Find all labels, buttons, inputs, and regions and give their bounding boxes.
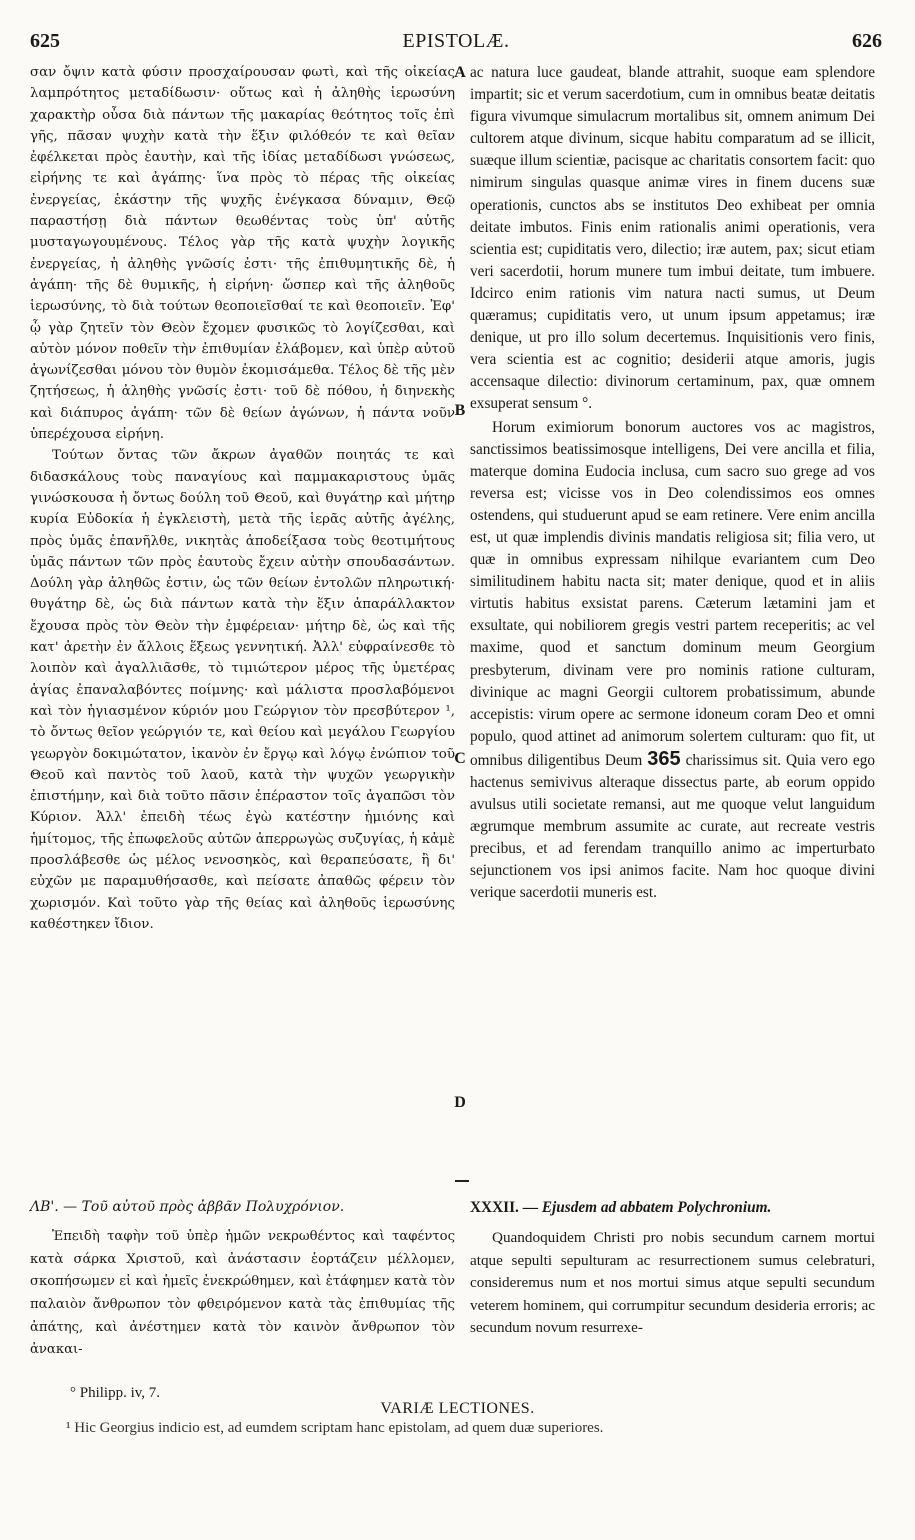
variae-lectiones-title: VARIÆ LECTIONES. [380, 1400, 535, 1417]
latin-section-heading-number: XXXII. — [470, 1199, 538, 1216]
page-number-right: 626 [852, 30, 882, 52]
latin-paragraph-1: ac natura luce gaudeat, blande attrahit, suoque eam splendore impartit; sic et verum sacerdotium, cum in omnibus beatæ deitatis figura vivumque simulacrum mortalibus sit, omnem animum Dei cultorem atque divinum, sicque habitu comparatum ad se illicit, suæque illum scientiæ, pacisque ac charitatis consortem facit: quo nimirum singulas quasque animæ vires in finem ducens suæ operationis, cunctos abs se institutos Deo exhibeat per omnia deitate imbutos. Finis enim rationalis animi operationis, vera scientia est; cupiditatis vero, dilectio; iræ autem, pax; sicut etiam veri sacerdotii, horum munere tum imbui deitate, tum imbuere. Idcirco enim rationis vim natura nacti sumus, ut Deum quæramus; cupiditatis vero, ut unum ipsum appetamus; iræ denique, ut pro illo solum decertemus. Inquisitionis vero finis, vera scientia est ac cognitio; desiderii atque amoris, jugis accensaque dilectio: divinorum certaminum, pax, quæ omnem exsuperat sensum °. [470, 64, 875, 413]
running-title: EPISTOLÆ. [402, 30, 510, 52]
greek-section-text: Ἐπειδὴ ταφὴν τοῦ ὑπὲρ ἡμῶν νεκρωθέντος καὶ ταφέντος κατὰ σάρκα Χριστοῦ, καὶ ἀνάστασιν ἑορτάζειν μέλλομεν, σκοπήσωμεν εἰ καὶ ἡμεῖς ἐνεκρώθημεν, καὶ ἐτάφημεν κατὰ τὸν παλαιὸν ἄνθρωπον τὸν φθειρόμενον κατὰ τὰς ἐπιθυμίας τῆς ἀπάτης, καὶ ἀνέστημεν κατὰ τὸν καινὸν ἄνθρωπον τὸν ἀνακαι- [30, 1229, 455, 1358]
latin-section-heading [470, 1197, 875, 1219]
latin-section-text: Quandoquidem Christi pro nobis secundum carnem mortui atque sepulti sepulturam ac resurrectionem sumus celebraturi, consideremus num et nos mortui simus atque sepulti secundum veterem hominem, qui corrumpitur secundum desideria erroris; ac secundum novum resurrexe- [470, 1229, 875, 1337]
latin-section-heading-title: Ejusdem ad abbatem Polychronium. [541, 1199, 772, 1216]
greek-section-heading: ΛΒ'. — Τοῦ αὐτοῦ πρὸς ἀββᾶν Πολυχρόνιον. [30, 1199, 345, 1215]
greek-paragraph-1: σαν ὄψιν κατὰ φύσιν προσχαίρουσαν φωτὶ, καὶ τῆς οἰκείας λαμπρότητος μεταδίδωσιν· οὕτως καὶ ἡ ἀληθὴς ἱερωσύνη χαρακτὴρ οὖσα διὰ πάντων τῆς μακαρίας θεότητος τοῖς ἐπὶ γῆς, πᾶσαν ψυχὴν κατὰ τὴν ἕξιν φιλόθεόν τε καὶ θεῖαν ἐφέλκεται πρὸς ἑαυτὴν, καὶ τῆς ἰδίας μεταδίδωσι γνώσεως, εἰρήνης τε καὶ ἀγάπης· ἵνα πρὸς τὸ πέρας τῆς οἰκείας ἐνεργείας, ἑκάστην τῆς ψυχῆς ἐνέγκασα δύναμιν, Θεῷ παραστήσῃ διὰ πάντων θεωθέντας τοὺς ὑπ' αὐτῆς μυσταγωγουμένους. Τέλος γὰρ τῆς κατὰ ψυχὴν λογικῆς ἐνεργείας, ἡ ἀληθὴς γνῶσίς ἐστι· τῆς ἐπιθυμητικῆς δὲ, ἡ ἀγάπη· τῆς δὲ θυμικῆς, ἡ εἰρήνη· ὥσπερ καὶ τῆς ἀληθοῦς ἱερωσύνης, τὸ διὰ τούτων θεοποιεῖσθαί τε καὶ θεοποιεῖν. Ἐφ' ᾧ γὰρ ζητεῖν τὸν Θεὸν ἔχομεν φυσικῶς τὸ λογίζεσθαι, καὶ αὐτὸν μόνον ποθεῖν τὴν ἐπιθυμίαν ἐλάβομεν, καὶ ὑπὲρ αὐτοῦ ἀγωνίζεσθαι μόνου τὸν θυμὸν ἐκομισάμεθα. Τέλος δὲ τῆς μὲν ζητήσεως, ἡ ἀληθὴς γνῶσίς ἐστι· τοῦ δὲ πόθου, ἡ διηνεκὴς καὶ διάπυρος ἀγάπη· τῶν δὲ θείων ἀγώνων, ἡ πάντα νοῦν ὑπερέχουσα εἰρήνη. [30, 65, 455, 443]
margin-letter-c: C [454, 750, 466, 767]
greek-paragraph-2: Τούτων ὄντας τῶν ἄκρων ἀγαθῶν ποιητάς τε καὶ διδασκάλους τοὺς παναγίους καὶ παμμακαριστους ὑμᾶς γινώσκουσα ἡ ὄντως δούλη τοῦ Θεοῦ, καὶ θυγάτηρ καὶ μήτηρ κυρία Εὐδοκία ἡ ἐγκλειστὴ, μετὰ τῆς ἱερᾶς αὐτῆς ἀγέλης, πρὸς ὑμᾶς ἐπανῆλθε, νικητὰς ἀποδείξασα τοὺς θεοτιμήτους ὑμᾶς πάντων τῶν πρὸς ἑαυτοὺς ἔχειν αὐτὴν σπουδασάντων. Δούλη γὰρ ἀληθῶς ἐστιν, ὡς τῶν θείων ἐντολῶν πληρωτική· θυγάτηρ δὲ, ὡς διὰ πάντων κατὰ τὴν ἕξιν ἀπαράλλακτον ἔχουσα πρὸς τὸν Θεὸν τὴν ἐμφέρειαν· μήτηρ δὲ, ὡς καὶ τῆς κατ' ἀρετὴν ἐν ἄλλοις ἕξεως γεννητική. Ἀλλ' εὐφραίνεσθε τὸ λοιπὸν καὶ ἀγαλλιᾶσθε, τὸ τιμιώτερον μέρος τῆς ὑμετέρας ἁγίας ἐπαναλαβόντες ποίμνης· καὶ μάλιστα προσλαβόμενοι καὶ τὸν ἡγιασμένον κύριόν μου Γεώργιον τὸν πρεσβύτερον ¹, τὸ ὄντως θεῖον γεώργιόν τε, καὶ θείου καὶ μεγάλου Γεωργίου γεωργὸν δοκιμώτατον, ἱκανὸν ἐν ἔργῳ καὶ λόγῳ ἐνώπιον τοῦ Θεοῦ καὶ παντὸς τοῦ λαοῦ, κατὰ τὴν ψυχῶν γεωργικὴν ἐπιστήμην, καὶ διὰ τοῦτο πᾶσιν ἐπέραστον τοῖς ἀγαπῶσι τὸν Κύριον. Ἀλλ' ἐπειδὴ τέως ἐγὼ κατέστην ἡμιόνης καὶ ἡμίτομος, τῆς ἐπωφελοῦς αὐτῶν ἀπερρωγὼς συζυγίας, ἡ κἀμὲ προσλάβεσθε ὡς μέλος νενοσηκὸς, καὶ θεραπεύσατε, ἢ δι' εὐχῶν με παραμυθήσασθε, καὶ πείσατε ἀπαθῶς φέρειν τὸν χωρισμόν. Καὶ τοῦτο γὰρ τῆς θείας καὶ ἀληθοῦς ἱερωσύνης καθέστηκεν ἴδιον. [30, 448, 455, 932]
page-number-left: 625 [30, 30, 60, 52]
greek-column [30, 62, 455, 935]
latin-paragraph-2-part-a: Horum eximiorum bonorum auctores vos ac magistros, sanctissimos beatissimosque intelligens, Dei vere ancilla et filia, materque domina Eudocia inclusa, cum sacro suo grege ad vos reversa est; vicisse vos in Deo colendissimos eos omnes ostendens, qui studuerunt apud se eam retinere. Vere enim ancilla est, ut quæ implendis divinis mandatis religiosa sit; filia vero, ut quæ in omnibus expressam nihilque evariantem cum Deo similitudinem habitu nacta sit; mater denique, quod et in aliis virtutis habitus exsistat parens. Cæterum lætamini jam et exsultate, qui nobiliorem gregis vestri partem receperitis; ac vel maxime, quod et sanctum dominum meum Georgium presbyterum, divinam vere pro nominis ratione culturam, divinique ac magni Georgii cultorem probatissimum, abunde accepistis: virum opere ac sermone idoneum coram Deo et omni populo, quod attinet ad animorum solertem culturam: quo fit, ut omnibus diligentibus Deum [470, 418, 875, 769]
margin-letter-a: A [454, 64, 466, 81]
margin-letter-d: D [454, 1094, 466, 1111]
latin-paragraph-2 [470, 417, 875, 905]
latin-paragraph-2-part-b: charissimus sit. Quia vero ego hactenus semivivus alteraque dissectus parte, ab eorum oppido avulsus utili societate remansi, aut me quoque velut languidum ægrumque membrum assumite ac curate, aut recreate vestris precibus, et ad ferendam tranquillo animo ac imperturbato sejunctionem vos ipsi animos facite. Nam hoc quoque divini verique sacerdotii muneris est. [470, 751, 876, 902]
section-divider [455, 1180, 469, 1182]
column-number: 365 [647, 747, 681, 770]
page-header [30, 30, 882, 60]
footnote: ° Philipp. iv, 7. [70, 1385, 161, 1401]
margin-letter-b: B [454, 402, 466, 419]
greek-section-xxxii [30, 1197, 455, 1362]
latin-column [470, 62, 875, 905]
latin-section-xxxii [470, 1197, 875, 1340]
variae-lectiones-note: ¹ Hic Georgius indicio est, ad eumdem scriptam hanc epistolam, ad quem duæ superiores. [66, 1420, 604, 1436]
